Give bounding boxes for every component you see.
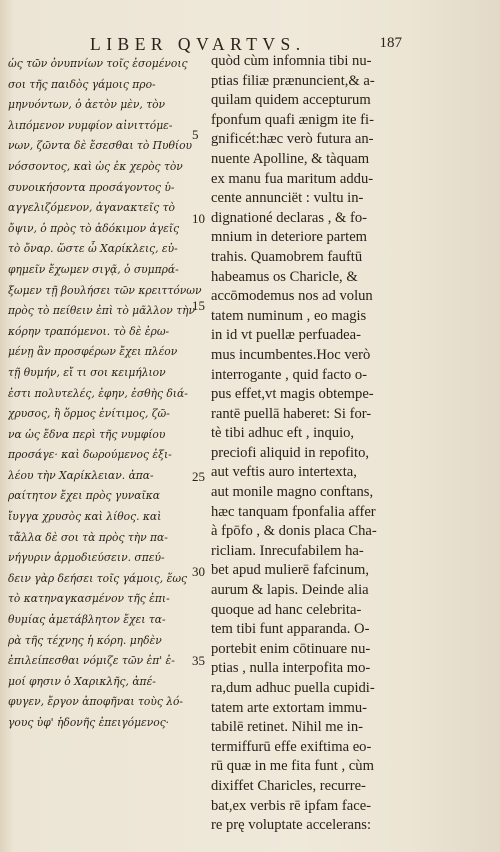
latin-text-line: aut veftis auro intertexta,	[211, 464, 357, 481]
greek-text-line: τὸ κατηναγκασμένον τῆς ἐπι-	[8, 592, 170, 606]
greek-text-line: προσάγε· καὶ δωρούμενος ἐξι-	[8, 448, 172, 462]
greek-text-line: ἴυγγα χρυσὸς καὶ λίθος. καὶ	[8, 510, 162, 524]
latin-text-line: tatem arte extortam immu-	[211, 699, 368, 716]
greek-text-line: πρὸς τὸ πείθειν ἐπὶ τὸ μᾶλλον τὴν	[8, 304, 196, 318]
latin-text-line: ptias , nulla interpofita mo-	[211, 660, 371, 677]
greek-text-line: ἐστι πολυτελές, ἐφην, ἐσθὴς διά-	[8, 386, 188, 400]
latin-text-line: quoque ad hanc celebrita-	[211, 601, 362, 618]
latin-text-line: termiffurū effe exiftima eo-	[211, 738, 372, 755]
greek-text-line: γους ὑφ' ἡδονῆς ἐπειγόμενος·	[8, 716, 170, 729]
greek-text-line: τὸ ὄναρ. ὥστε ὦ Χαρίκλεις, εὐ-	[8, 242, 178, 256]
line-number-30: 30	[192, 564, 205, 579]
line-number-10: 10	[192, 211, 205, 226]
latin-text-line: accōmodemus nos ad volun	[211, 288, 373, 305]
greek-text-line: θυμίας ἀμετάβλητον ἔχει τα-	[8, 613, 166, 627]
latin-text-line: ricliam. Inrecufabilem ha-	[211, 542, 364, 559]
latin-text-line: fponfum quafi ænigm ite fi-	[211, 111, 374, 128]
latin-text-line: ra,dum adhuc puella cupidi-	[211, 680, 375, 696]
latin-text-line: à fpōfo , & donis placa Cha-	[211, 523, 377, 540]
line-number-5: 5	[192, 127, 199, 142]
greek-text-line: λέου τὴν Χαρίκλειαν. ἀπα-	[8, 468, 154, 482]
latin-text-line: quilam quidem accepturum	[211, 92, 371, 109]
greek-text-line: κόρην τραπόμενοι. τὸ δὲ ἐρω-	[8, 324, 170, 338]
greek-text-line: νων, ζῶντα δὲ ἔσεσθαι τὸ Πυθίου	[8, 139, 193, 153]
latin-text-line: aut monile magno conftans,	[211, 484, 374, 501]
line-number-15: 15	[192, 298, 205, 313]
greek-text-line: να ὡς ἔδνα περὶ τῆς νυμφίου	[8, 427, 166, 441]
latin-text-line: mus incumbentes.Hoc verò	[211, 346, 371, 363]
page-number: 187	[379, 35, 402, 51]
latin-text-line: quòd cùm infomnia tibi nu-	[211, 53, 372, 69]
latin-text-line: preciofi aliquid in repofito,	[211, 444, 370, 461]
latin-text-line: trahis. Quamobrem fauftū	[211, 248, 363, 265]
latin-text-line: dixiffet Charicles, recurre-	[211, 777, 366, 794]
greek-text-line: μοί φησιν ὁ Χαρικλῆς, ἀπέ-	[8, 674, 156, 688]
greek-text-line: μένῃ ἃν προσφέρων ἔχει πλέον	[8, 345, 178, 359]
greek-text-line: ραίτητον ἔχει πρὸς γυναῖκα	[8, 489, 160, 503]
latin-text-line: bat,ex verbis rē ipfam face-	[211, 797, 372, 814]
latin-text-column	[211, 52, 409, 836]
latin-text-line: tabilē retinet. Nihil me in-	[211, 719, 363, 736]
greek-text-line: τἄλλα δὲ σοι τὰ πρὸς τὴν πα-	[8, 530, 168, 544]
greek-text-line: χρυσος, ἢ ὅρμος ἐνίτιμος, ζῶ-	[8, 407, 170, 421]
greek-text-line: φυγεν, ἔργον ἀποφῆναι τοὺς λό-	[8, 695, 184, 709]
latin-text-line: aurum & lapis. Deinde alia	[211, 582, 369, 599]
greek-text-line: συνοικήσοντα προσάγοντος ὑ-	[8, 180, 175, 194]
greek-text-line: αγγελιζόμενον, ἀγανακτεῖς τὸ	[8, 201, 175, 215]
latin-text-line: bet apud mulierē fafcinum,	[211, 562, 370, 579]
latin-text-line: ptias filiæ prænuncient,& a-	[211, 72, 375, 89]
greek-text-line: ἐπιλείπεσθαι νόμιζε τῶν ἐπ' ἐ-	[8, 654, 175, 668]
running-title: LIBER QVARTVS.	[90, 34, 306, 54]
latin-text-line: portebit enim cōtinuare nu-	[211, 640, 371, 657]
latin-text-line: rū quæ in me fita funt , cùm	[211, 758, 374, 775]
greek-text-line: ὄψιν, ὁ πρὸς τὸ ἀδόκιμον ἀγεῖς	[8, 221, 180, 235]
greek-text-line: ὡς τῶν ὀνυπνίων τοῖς ἐσομένοις	[8, 57, 188, 70]
latin-text-line: hæc tanquam fponfalia affer	[211, 503, 376, 520]
latin-text-line: tatem numinum , eo magis	[211, 307, 367, 324]
latin-text-line: in id vt puellæ perfuadea-	[211, 327, 361, 344]
page-margin	[410, 0, 500, 852]
latin-text-line: tè tibi adhuc eft , inquio,	[211, 425, 355, 442]
greek-text-line: τῇ θυμήν, εἴ τι σοι κειμήλιον	[8, 365, 166, 379]
latin-text-line: tem tibi funt apparanda. O-	[211, 621, 370, 638]
greek-text-line: νόσσοντος, καὶ ὡς ἐκ χερὸς τὸν	[8, 159, 183, 173]
greek-text-line: ξωμεν τῇ βουλήσει τῶν κρειττόνων	[8, 283, 202, 297]
latin-text-line: re prę voluptate accelerans:	[211, 817, 372, 834]
line-number-35: 35	[192, 653, 205, 668]
latin-text-line: rantē puellā haberet: Si for-	[211, 405, 372, 422]
greek-text-line: λιπόμενον νυμφίον αἰνιττόμε-	[8, 118, 173, 132]
greek-text-line: μηνυόντων, ὁ ἀετὸν μὲν, τὸν	[8, 98, 166, 112]
latin-text-line: gnificét:hæc verò futura an-	[211, 131, 374, 148]
greek-text-line: φημεῖν ἔχωμεν σιγᾷ, ὁ συμπρά-	[8, 262, 179, 276]
latin-text-line: dignationé declaras , & fo-	[211, 209, 368, 226]
latin-text-line: mnium in deteriore partem	[211, 229, 368, 246]
latin-text-line: ex manu fua maritum addu-	[211, 170, 374, 187]
latin-text-line: nuente Apolline, & tàquam	[211, 150, 370, 167]
latin-text-line: interrogante , quid facto o-	[211, 366, 368, 383]
greek-text-line: δειν γὰρ δεήσει τοῖς γάμοις, ἕως	[8, 571, 188, 585]
line-number-25: 25	[192, 469, 205, 484]
latin-text-line: pus effet,vt magis obtempe-	[211, 386, 374, 403]
latin-text-line: habeamus os Charicle, &	[211, 268, 358, 285]
greek-text-column	[8, 54, 208, 734]
greek-text-line: ρὰ τῆς τέχνης ἡ κόρη. μηδὲν	[8, 633, 162, 647]
greek-text-line: νήγυριν ἁρμοδιεύσειν. σπεύ-	[8, 551, 165, 565]
latin-text-line: cente annunciët : vultu in-	[211, 190, 364, 207]
greek-text-line: σοι τῆς παιδὸς γάμοις προ-	[8, 77, 156, 91]
